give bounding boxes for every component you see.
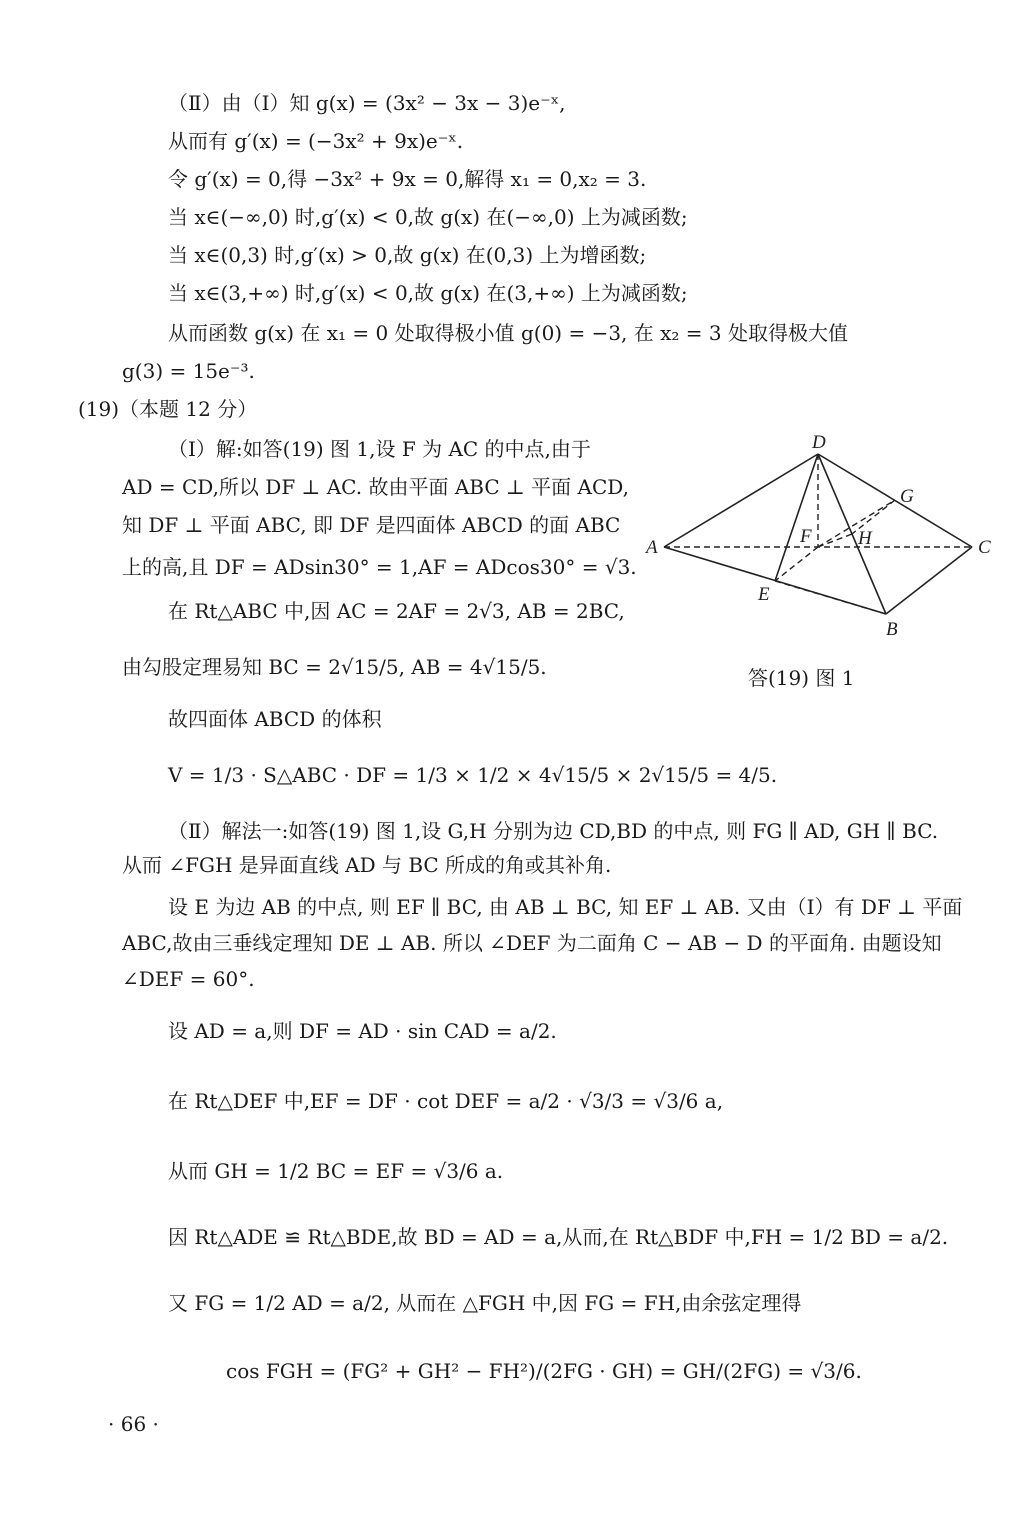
text-line: 从而函数 g(x) 在 x₁ = 0 处取得极小值 g(0) = −3, 在 x₂ = 3 处取得极大值 bbox=[168, 321, 848, 345]
text-line: 从而有 g′(x) = (−3x² + 9x)e⁻ˣ. bbox=[168, 129, 464, 153]
text-line: 当 x∈(0,3) 时,g′(x) > 0,故 g(x) 在(0,3) 上为增函数; bbox=[168, 243, 647, 267]
label-f: F bbox=[800, 526, 812, 547]
text-line: 当 x∈(−∞,0) 时,g′(x) < 0,故 g(x) 在(−∞,0) 上为减函数; bbox=[168, 205, 688, 229]
text-line: （Ⅰ）解:如答(19) 图 1,设 F 为 AC 的中点,由于 bbox=[168, 437, 591, 461]
formula-line: 从而 GH = 1/2 BC = EF = √3/6 a. bbox=[168, 1159, 504, 1183]
formula-line: 在 Rt△DEF 中,EF = DF · cot DEF = a/2 · √3/3 = √3/6 a, bbox=[168, 1089, 724, 1113]
label-d: D bbox=[812, 432, 826, 453]
formula-line: cos FGH = (FG² + GH² − FH²)/(2FG · GH) = GH/(2FG) = √3/6. bbox=[226, 1359, 862, 1383]
text-line: 当 x∈(3,+∞) 时,g′(x) < 0,故 g(x) 在(3,+∞) 上为减函数; bbox=[168, 281, 688, 305]
label-h: H bbox=[858, 528, 872, 549]
formula-line: V = 1/3 · S△ABC · DF = 1/3 × 1/2 × 4√15/5 × 2√15/5 = 4/5. bbox=[168, 763, 778, 787]
edge-ad bbox=[664, 454, 818, 547]
edge-de bbox=[775, 454, 818, 581]
edge-bc bbox=[886, 547, 972, 614]
text-line: 在 Rt△ABC 中,因 AC = 2AF = 2√3, AB = 2BC, bbox=[168, 599, 625, 623]
tetrahedron-figure bbox=[636, 432, 1008, 642]
text-line: 上的高,且 DF = ADsin30° = 1,AF = ADcos30° = √3. bbox=[122, 555, 637, 579]
text-line: ∠DEF = 60°. bbox=[122, 967, 255, 991]
section-heading: (19)（本题 12 分） bbox=[78, 397, 258, 421]
text-line: 从而 ∠FGH 是异面直线 AD 与 BC 所成的角或其补角. bbox=[122, 853, 612, 877]
segment-fg bbox=[818, 500, 895, 547]
figure-caption: 答(19) 图 1 bbox=[748, 666, 855, 690]
label-e: E bbox=[758, 584, 770, 605]
text-line: （Ⅱ）解法一:如答(19) 图 1,设 G,H 分别为边 CD,BD 的中点, 则 FG ∥ AD, GH ∥ BC. bbox=[168, 819, 939, 843]
label-a: A bbox=[646, 537, 658, 558]
text-line: （Ⅱ）由（Ⅰ）知 g(x) = (3x² − 3x − 3)e⁻ˣ, bbox=[168, 91, 566, 115]
formula-line: 因 Rt△ADE ≌ Rt△BDE,故 BD = AD = a,从而,在 Rt△BDF 中,FH = 1/2 BD = a/2. bbox=[168, 1225, 949, 1249]
formula-line: 设 AD = a,则 DF = AD · sin CAD = a/2. bbox=[168, 1019, 557, 1043]
formula-line: 又 FG = 1/2 AD = a/2, 从而在 △FGH 中,因 FG = FH,由余弦定理得 bbox=[168, 1291, 802, 1315]
label-c: C bbox=[978, 537, 991, 558]
text-line: ABC,故由三垂线定理知 DE ⊥ AB. 所以 ∠DEF 为二面角 C − AB − D 的平面角. 由题设知 bbox=[122, 931, 942, 955]
page-number: · 66 · bbox=[108, 1412, 159, 1436]
text-line: 故四面体 ABCD 的体积 bbox=[168, 707, 382, 731]
text-line: AD = CD,所以 DF ⊥ AC. 故由平面 ABC ⊥ 平面 ACD, bbox=[122, 475, 629, 499]
label-g: G bbox=[900, 486, 914, 507]
text-line: 知 DF ⊥ 平面 ABC, 即 DF 是四面体 ABCD 的面 ABC bbox=[122, 513, 621, 537]
label-b: B bbox=[886, 619, 898, 640]
text-line: 由勾股定理易知 BC = 2√15/5, AB = 4√15/5. bbox=[122, 655, 547, 679]
text-line: 令 g′(x) = 0,得 −3x² + 9x = 0,解得 x₁ = 0,x₂ = 3. bbox=[168, 167, 647, 191]
text-line: 设 E 为边 AB 的中点, 则 EF ∥ BC, 由 AB ⊥ BC, 知 EF ⊥ AB. 又由（Ⅰ）有 DF ⊥ 平面 bbox=[168, 895, 963, 919]
text-line: g(3) = 15e⁻³. bbox=[122, 359, 255, 383]
